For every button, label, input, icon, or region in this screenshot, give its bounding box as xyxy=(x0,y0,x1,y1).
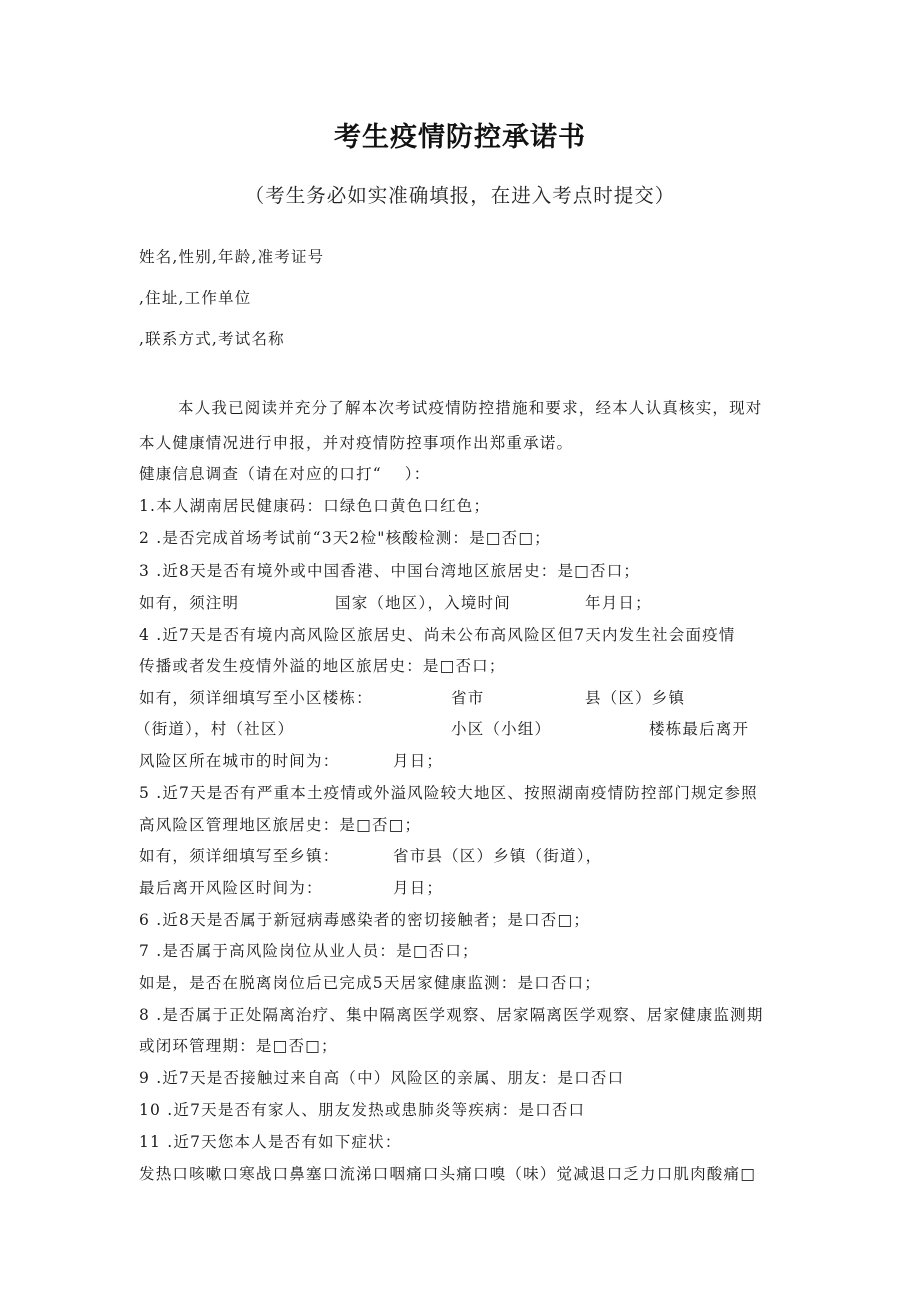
q5-fill-date: 月日； xyxy=(393,879,444,897)
question-5-line-1: 5 .近7天是否有严重本土疫情或外溢风险较大地区、按照湖南疫情防控部门规定参照 xyxy=(139,784,758,802)
q4-fill-building: 楼栋最后离开 xyxy=(649,720,750,738)
question-3: 3 .近8天是否有境外或中国香港、中国台湾地区旅居史：是□否口； xyxy=(139,562,641,580)
question-4-line-1: 4 .近7天是否有境内高风险区旅居史、尚未公布高风险区但7天内发生社会面疫情 xyxy=(139,626,736,644)
question-7: 7 .是否属于高风险岗位从业人员：是□否口； xyxy=(139,942,479,960)
question-4-fill-1 xyxy=(139,688,779,708)
question-4-line-2: 传播或者发生疫情外溢的地区旅居史：是□否口； xyxy=(139,657,506,675)
question-4-fill-2 xyxy=(135,719,779,739)
survey-title: 健康信息调查（请在对应的口打“ ）： xyxy=(139,465,431,483)
document-title: 考生疫情防控承诺书 xyxy=(334,122,586,153)
q4-fill-community: 小区（小组） xyxy=(451,720,552,738)
q5-fill-time-label: 最后离开风险区时间为： xyxy=(139,879,323,897)
question-5-fill-2 xyxy=(139,878,779,898)
question-5-line-2: 高风险区管理地区旅居史：是□否□； xyxy=(139,816,422,834)
question-4-fill-3 xyxy=(139,751,779,771)
question-7-sub: 如是，是否在脱离岗位后已完成5天居家健康监测：是口否口； xyxy=(139,974,601,992)
question-6: 6 .近8天是否属于新冠病毒感染者的密切接触者；是口否□； xyxy=(139,911,591,929)
question-3-fill xyxy=(139,593,739,613)
question-1: 1.本人湖南居民健康码：口绿色口黄色口红色； xyxy=(139,497,491,515)
question-10: 10 .近7天是否有家人、朋友发热或患肺炎等疾病：是口否口 xyxy=(139,1101,586,1119)
info-line-name: 姓名,性别,年龄,准考证号 xyxy=(139,248,325,266)
question-2: 2 .是否完成首场考试前“3天2检"核酸检测：是□否□； xyxy=(139,529,551,547)
q3-fill-country: 国家（地区），入境时间 xyxy=(335,594,511,612)
q4-fill-time-label: 风险区所在城市的时间为： xyxy=(139,752,340,770)
info-line-address: ,住址,工作单位 xyxy=(139,289,252,307)
question-11-symptoms: 发热口咳嗽口寒战口鼻塞口流涕口咽痛口头痛口嗅（味）觉减退口乏力口肌肉酸痛□ xyxy=(139,1165,757,1183)
q4-fill-label: 如有，须详细填写至小区楼栋： xyxy=(139,689,373,707)
document-subtitle: （考生务必如实准确填报，在进入考点时提交） xyxy=(244,184,676,207)
q3-fill-date: 年月日； xyxy=(585,594,652,612)
question-9: 9 .近7天是否接触过来自高（中）风险区的亲属、朋友：是口否口 xyxy=(139,1069,625,1087)
q4-fill-county: 县（区）乡镇 xyxy=(585,689,686,707)
question-8-line-2: 或闭环管理期：是□否□； xyxy=(139,1037,338,1055)
question-8-line-1: 8 .是否属于正处隔离治疗、集中隔离医学观察、居家隔离医学观察、居家健康监测期 xyxy=(139,1006,764,1024)
question-5-fill-1 xyxy=(139,846,779,866)
q4-fill-village: （街道），村（社区） xyxy=(135,720,295,738)
declaration-line-1: 本人我已阅读并充分了解本次考试疫情防控措施和要求，经本人认真核实，现对 xyxy=(178,399,763,417)
q4-fill-date: 月日； xyxy=(393,752,444,770)
q5-fill-label: 如有，须详细填写至乡镇： xyxy=(139,847,340,865)
info-line-contact: ,联系方式,考试名称 xyxy=(139,330,285,348)
q5-fill-location: 省市县（区）乡镇（街道）， xyxy=(393,847,603,865)
question-11: 11 .近7天您本人是否有如下症状： xyxy=(139,1133,402,1151)
q4-fill-province: 省市 xyxy=(451,689,485,707)
declaration-line-2: 本人健康情况进行申报，并对疫情防控事项作出郑重承诺。 xyxy=(139,434,574,452)
q3-fill-label: 如有，须注明 xyxy=(139,594,240,612)
